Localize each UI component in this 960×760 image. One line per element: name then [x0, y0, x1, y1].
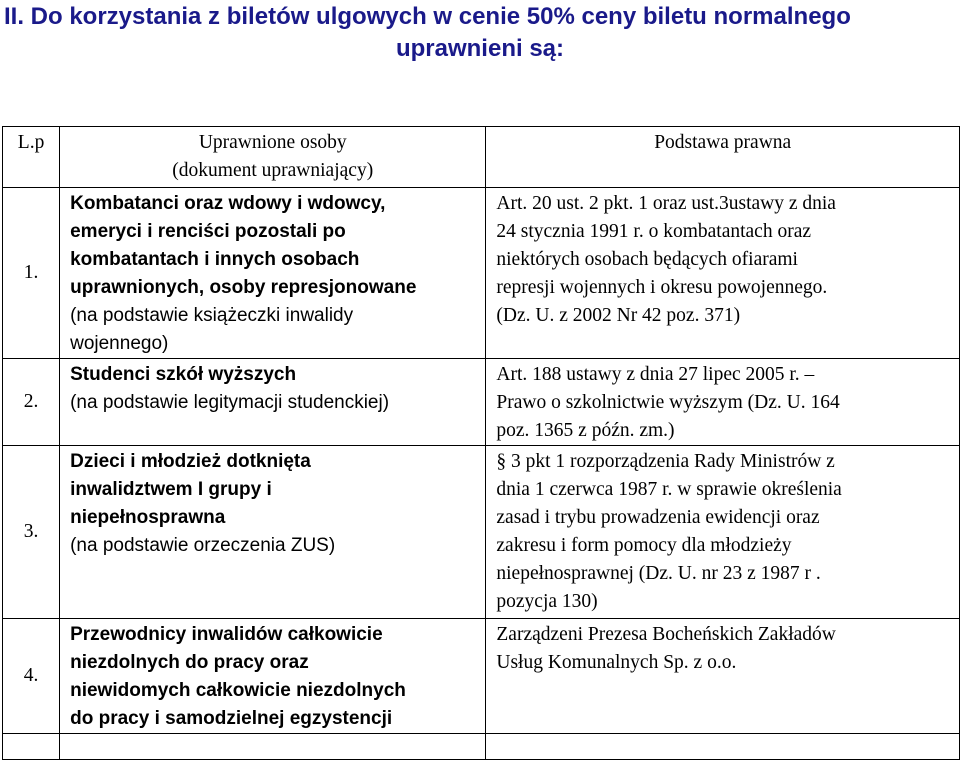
persons-line: Dzieci i młodzież dotknięta — [70, 451, 311, 472]
persons-line: niezdolnych do pracy oraz — [70, 652, 309, 673]
basis-line: zakresu i form pomocy dla młodzieży — [496, 535, 792, 556]
table-row — [3, 619, 960, 734]
persons-line: uprawnionych, osoby represjonowane — [70, 277, 417, 298]
heading-line-2: uprawnieni są: — [395, 35, 565, 62]
row-basis — [486, 359, 960, 446]
basis-line: 24 stycznia 1991 r. o kombatantach oraz — [496, 221, 811, 242]
basis-line: zasad i trybu prowadzenia ewidencji oraz — [496, 507, 820, 528]
row-persons — [60, 359, 486, 446]
basis-line: poz. 1365 z późn. zm.) — [496, 420, 675, 441]
basis-line: Art. 188 ustawy z dnia 27 lipec 2005 r. – — [496, 364, 815, 385]
persons-line: wojennego) — [70, 333, 169, 354]
row-number: 1. — [3, 188, 60, 359]
basis-line: § 3 pkt 1 rozporządzenia Rady Ministrów z — [496, 451, 835, 472]
persons-line: inwalidztwem I grupy i — [70, 479, 272, 500]
basis-line: dnia 1 czerwca 1987 r. w sprawie określenia — [496, 479, 842, 500]
empty-cell — [60, 734, 486, 760]
header-persons-line2: (dokument uprawniający) — [172, 160, 374, 181]
heading-line-1: II. Do korzystania z biletów ulgowych w cenie 50% ceny biletu normalnego — [4, 3, 851, 30]
persons-line: emeryci i renciści pozostali po — [70, 221, 346, 242]
persons-line: Studenci szkół wyższych — [70, 364, 297, 385]
basis-line: niektórych osobach będących ofiarami — [496, 249, 798, 270]
header-lp: L.p — [3, 127, 60, 188]
basis-line: Usług Komunalnych Sp. z o.o. — [496, 652, 737, 673]
header-persons-line1: Uprawnione osoby — [198, 132, 347, 153]
empty-cell — [486, 734, 960, 760]
row-persons — [60, 446, 486, 619]
persons-line: Kombatanci oraz wdowy i wdowcy, — [70, 193, 386, 214]
table-row — [3, 359, 960, 446]
entitlements-table — [2, 126, 960, 760]
persons-line: niepełnosprawna — [70, 507, 226, 528]
persons-line: Przewodnicy inwalidów całkowicie — [70, 624, 383, 645]
basis-line: Art. 20 ust. 2 pkt. 1 oraz ust.3ustawy z dnia — [496, 193, 836, 214]
row-number: 2. — [3, 359, 60, 446]
table-row-empty — [3, 734, 960, 760]
empty-cell — [3, 734, 60, 760]
basis-line: niepełnosprawnej (Dz. U. nr 23 z 1987 r . — [496, 563, 821, 584]
row-persons — [60, 188, 486, 359]
persons-line: kombatantach i innych osobach — [70, 249, 360, 270]
row-number: 4. — [3, 619, 60, 734]
header-persons — [60, 127, 486, 188]
row-number: 3. — [3, 446, 60, 619]
persons-line: do pracy i samodzielnej egzystencji — [70, 708, 393, 729]
persons-line: (na podstawie książeczki inwalidy — [70, 305, 354, 326]
persons-line: (na podstawie orzeczenia ZUS) — [70, 535, 336, 556]
row-persons — [60, 619, 486, 734]
persons-line: niewidomych całkowicie niezdolnych — [70, 680, 406, 701]
basis-line: represji wojennych i okresu powojennego. — [496, 277, 828, 298]
row-basis — [486, 446, 960, 619]
persons-line: (na podstawie legitymacji studenckiej) — [70, 392, 390, 413]
row-basis — [486, 188, 960, 359]
table-header-row — [3, 127, 960, 188]
basis-line: Zarządzeni Prezesa Bocheńskich Zakładów — [496, 624, 836, 645]
basis-line: (Dz. U. z 2002 Nr 42 poz. 371) — [496, 305, 741, 326]
table-row — [3, 446, 960, 619]
basis-line: Prawo o szkolnictwie wyższym (Dz. U. 164 — [496, 392, 840, 413]
row-basis — [486, 619, 960, 734]
header-basis: Podstawa prawna — [486, 127, 960, 188]
table-row — [3, 188, 960, 359]
basis-line: pozycja 130) — [496, 591, 598, 612]
